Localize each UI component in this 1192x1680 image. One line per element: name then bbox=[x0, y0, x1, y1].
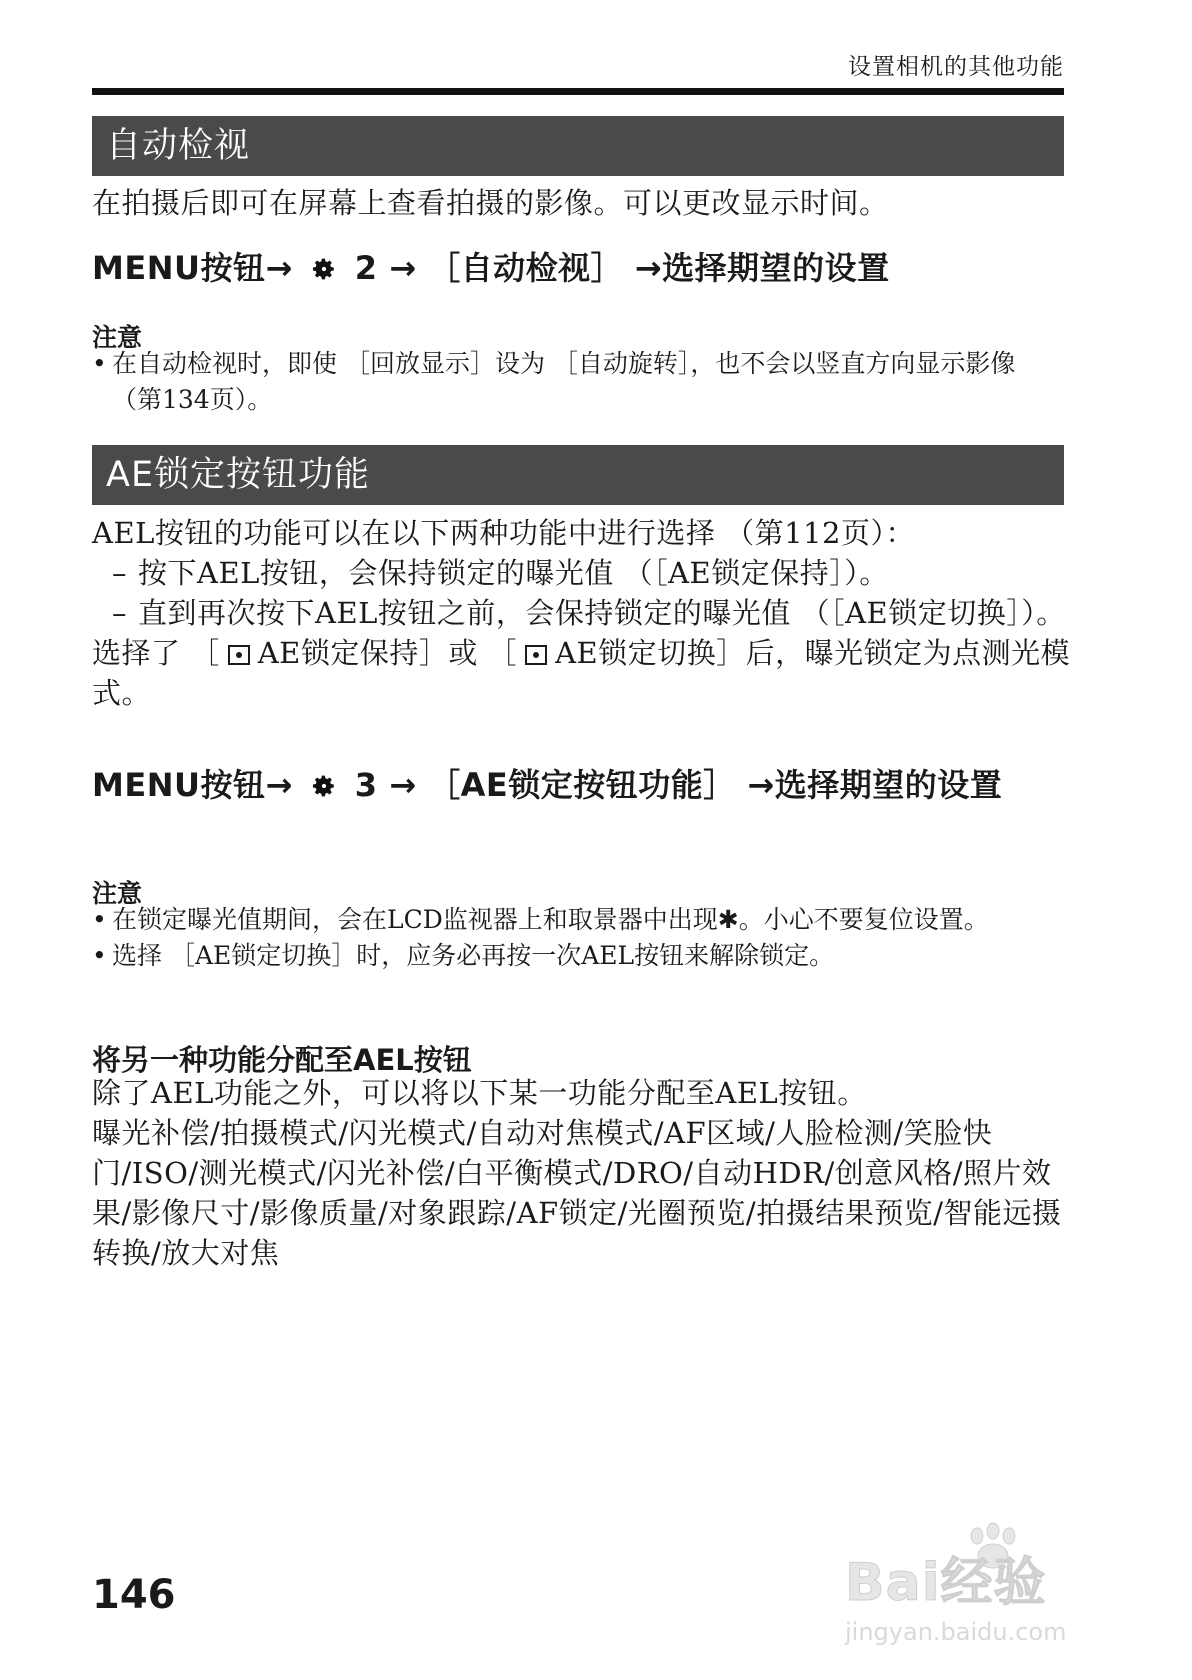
note-text: 。小心不要复位设置。 bbox=[738, 905, 989, 934]
ae-lock-menu-path bbox=[92, 762, 1072, 808]
note-item: • 选择 ［AE锁定切换］时，应务必再按一次AEL按钮来解除锁定。 bbox=[92, 938, 1062, 974]
page-number: 146 bbox=[92, 1572, 176, 1618]
gear-icon bbox=[311, 773, 337, 799]
menu-path-step: 3 bbox=[354, 766, 378, 804]
note-item bbox=[92, 902, 1062, 938]
section-title-auto-review: 自动检视 bbox=[92, 116, 1064, 176]
watermark-brand: Bai经验 bbox=[845, 1553, 1047, 1613]
auto-review-notes bbox=[92, 346, 1062, 418]
ae-lock-option: – 直到再次按下AEL按钮之前，会保持锁定的曝光值 （［AE锁定切换］）。 bbox=[92, 593, 1072, 633]
auto-review-intro: 在拍摄后即可在屏幕上查看拍摄的影像。可以更改显示时间。 bbox=[92, 186, 889, 220]
header-rule bbox=[92, 88, 1064, 95]
watermark-url: jingyan.baidu.com bbox=[845, 1618, 1067, 1646]
note-item: • 在自动检视时，即使 ［回放显示］设为 ［自动旋转］，也不会以竖直方向显示影像 （第134页）。 bbox=[92, 346, 1062, 418]
ae-lock-notes bbox=[92, 902, 1062, 974]
assign-function-body bbox=[92, 1073, 1072, 1273]
menu-path-end: → ［自动检视］ →选择期望的设置 bbox=[389, 249, 890, 287]
note-text: 在锁定曝光值期间，会在LCD监视器上和取景器中出现 bbox=[112, 905, 718, 934]
note-title: 注意 bbox=[92, 879, 143, 908]
spot-text-part2: AE锁定保持］或 ［ bbox=[257, 636, 518, 670]
menu-path-start: MENU按钮→ bbox=[92, 766, 293, 804]
spot-text-part1: 选择了 ［ bbox=[92, 636, 220, 670]
section-title-ae-lock: AE锁定按钮功能 bbox=[92, 445, 1064, 505]
spot-metering-icon bbox=[525, 645, 547, 665]
ae-lock-options bbox=[92, 553, 1072, 633]
assign-function-intro: 除了AEL功能之外，可以将以下某一功能分配至AEL按钮。 bbox=[92, 1076, 867, 1110]
spot-metering-text bbox=[92, 633, 1072, 713]
assign-function-subtitle: 将另一种功能分配至AEL按钮 bbox=[92, 1043, 472, 1077]
baidu-watermark bbox=[845, 1540, 1115, 1660]
menu-path-end: → ［AE锁定按钮功能］ →选择期望的设置 bbox=[389, 766, 1003, 804]
assign-function-list: 曝光补偿/拍摄模式/闪光模式/自动对焦模式/AF区域/人脸检测/笑脸快门/ISO/测光模式/闪光补偿/白平衡模式/DRO/自动HDR/创意风格/照片效果/影像尺寸/影像质量/对象跟踪/AF锁定/光圈预览/拍摄结果预览/智能远摄转换/放大对焦 bbox=[92, 1116, 1062, 1270]
spot-metering-icon bbox=[228, 645, 250, 665]
menu-path-start: MENU按钮→ bbox=[92, 249, 293, 287]
ae-lock-option: – 按下AEL按钮，会保持锁定的曝光值 （［AE锁定保持］）。 bbox=[92, 553, 1072, 593]
note-title: 注意 bbox=[92, 323, 143, 352]
asterisk-icon: ✱ bbox=[717, 905, 739, 934]
auto-review-menu-path bbox=[92, 245, 1072, 291]
ae-lock-intro bbox=[92, 513, 1072, 713]
chapter-header: 设置相机的其他功能 bbox=[848, 54, 1064, 80]
ae-lock-intro-text: AEL按钮的功能可以在以下两种功能中进行选择 （第112页）： bbox=[92, 516, 915, 550]
gear-icon bbox=[311, 256, 337, 282]
spot-text-part3: AE锁定切换］后，曝光锁定为点测光模式。 bbox=[92, 636, 1071, 710]
menu-path-step: 2 bbox=[354, 249, 378, 287]
